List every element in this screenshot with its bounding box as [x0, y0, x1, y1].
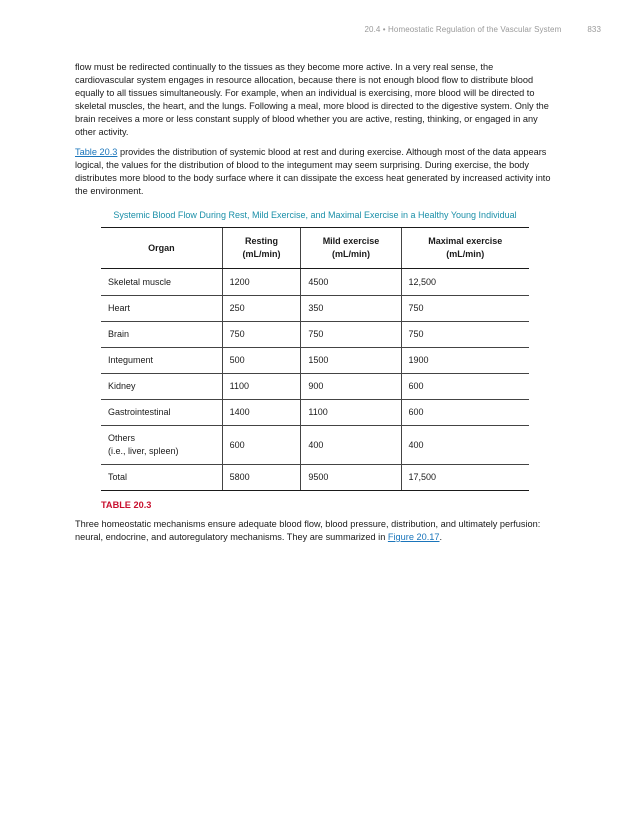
resting-cell: 500: [222, 348, 301, 374]
organ-cell: Heart: [101, 296, 222, 322]
header-maximal: Maximal exercise (mL/min): [401, 228, 529, 269]
table-row: [101, 322, 529, 348]
resting-cell: 1400: [222, 400, 301, 426]
table-row: [101, 348, 529, 374]
maximal-cell: 12,500: [401, 269, 529, 296]
mild-cell: 1100: [301, 400, 401, 426]
section-title: 20.4 • Homeostatic Regulation of the Vascular System: [364, 25, 562, 34]
page-number: 833: [587, 25, 601, 34]
figure-link[interactable]: Figure 20.17: [387, 532, 440, 543]
blood-flow-table: [101, 227, 529, 491]
header-resting: Resting (mL/min): [222, 228, 301, 269]
paragraph-1: flow must be redirected continually to the tissues as they become more active. In a very real sense, the cardiovascular system engages in resource allocation, because there is not enough blood flow to distribute blood equally to all tissues simultaneously. For example, when an individual is exercising, more blood will be directed to skeletal muscles, the heart, and the lungs. Following a meal, more blood is directed to the digestive system. Only the brain receives a more or less constant supply of blood whether you are active, resting, thinking, or engaged in any other activity.: [75, 62, 549, 138]
table-row: [101, 426, 529, 465]
table-row: [101, 296, 529, 322]
table-header-row: [101, 228, 529, 269]
mild-cell: 4500: [301, 269, 401, 296]
resting-cell: 5800: [222, 465, 301, 491]
paragraph-2: [75, 146, 555, 198]
table-caption: Systemic Blood Flow During Rest, Mild Exercise, and Maximal Exercise in a Healthy Young Individual: [113, 210, 517, 220]
resting-cell: 600: [222, 426, 301, 465]
maximal-cell: 600: [401, 400, 529, 426]
table-link[interactable]: Table 20.3: [75, 147, 118, 157]
table-label: TABLE 20.3: [101, 500, 152, 510]
header-organ: Organ: [101, 228, 222, 269]
resting-cell: 1200: [222, 269, 301, 296]
resting-cell: 1100: [222, 374, 301, 400]
paragraph-3-text: Three homeostatic mechanisms ensure adequate blood flow, blood pressure, distribution, and ultimately perfusion: neural, endocrine, and autoregulatory mechanisms. They are summarized in: [75, 519, 541, 543]
maximal-cell: 17,500: [401, 465, 529, 491]
mild-cell: 1500: [301, 348, 401, 374]
maximal-cell: 1900: [401, 348, 529, 374]
maximal-cell: 750: [401, 296, 529, 322]
table-row-total: [101, 465, 529, 491]
organ-cell: Brain: [101, 322, 222, 348]
paragraph-2-text: provides the distribution of systemic blood at rest and during exercise. Although most of the data appears logical, the values for the distribution of blood to the integument may seem surprising. During exercise, the body distributes more blood to the body surface where it can dissipate the excess heat generated by increased activity into the environment.: [75, 147, 551, 197]
paragraph-3: [75, 518, 555, 544]
organ-cell: Others (i.e., liver, spleen): [101, 426, 222, 465]
organ-cell: Gastrointestinal: [101, 400, 222, 426]
resting-cell: 250: [222, 296, 301, 322]
mild-cell: 750: [301, 322, 401, 348]
organ-cell: Kidney: [101, 374, 222, 400]
resting-cell: 750: [222, 322, 301, 348]
mild-cell: 400: [301, 426, 401, 465]
organ-cell: Total: [101, 465, 222, 491]
mild-cell: 350: [301, 296, 401, 322]
maximal-cell: 600: [401, 374, 529, 400]
mild-cell: 9500: [301, 465, 401, 491]
maximal-cell: 750: [401, 322, 529, 348]
organ-cell: Integument: [101, 348, 222, 374]
organ-cell: Skeletal muscle: [101, 269, 222, 296]
header-mild: Mild exercise (mL/min): [301, 228, 401, 269]
table-row: [101, 400, 529, 426]
paragraph-3-suffix: .: [439, 532, 443, 543]
maximal-cell: 400: [401, 426, 529, 465]
table-row: [101, 374, 529, 400]
table-row: [101, 269, 529, 296]
running-header: [365, 25, 602, 34]
mild-cell: 900: [301, 374, 401, 400]
